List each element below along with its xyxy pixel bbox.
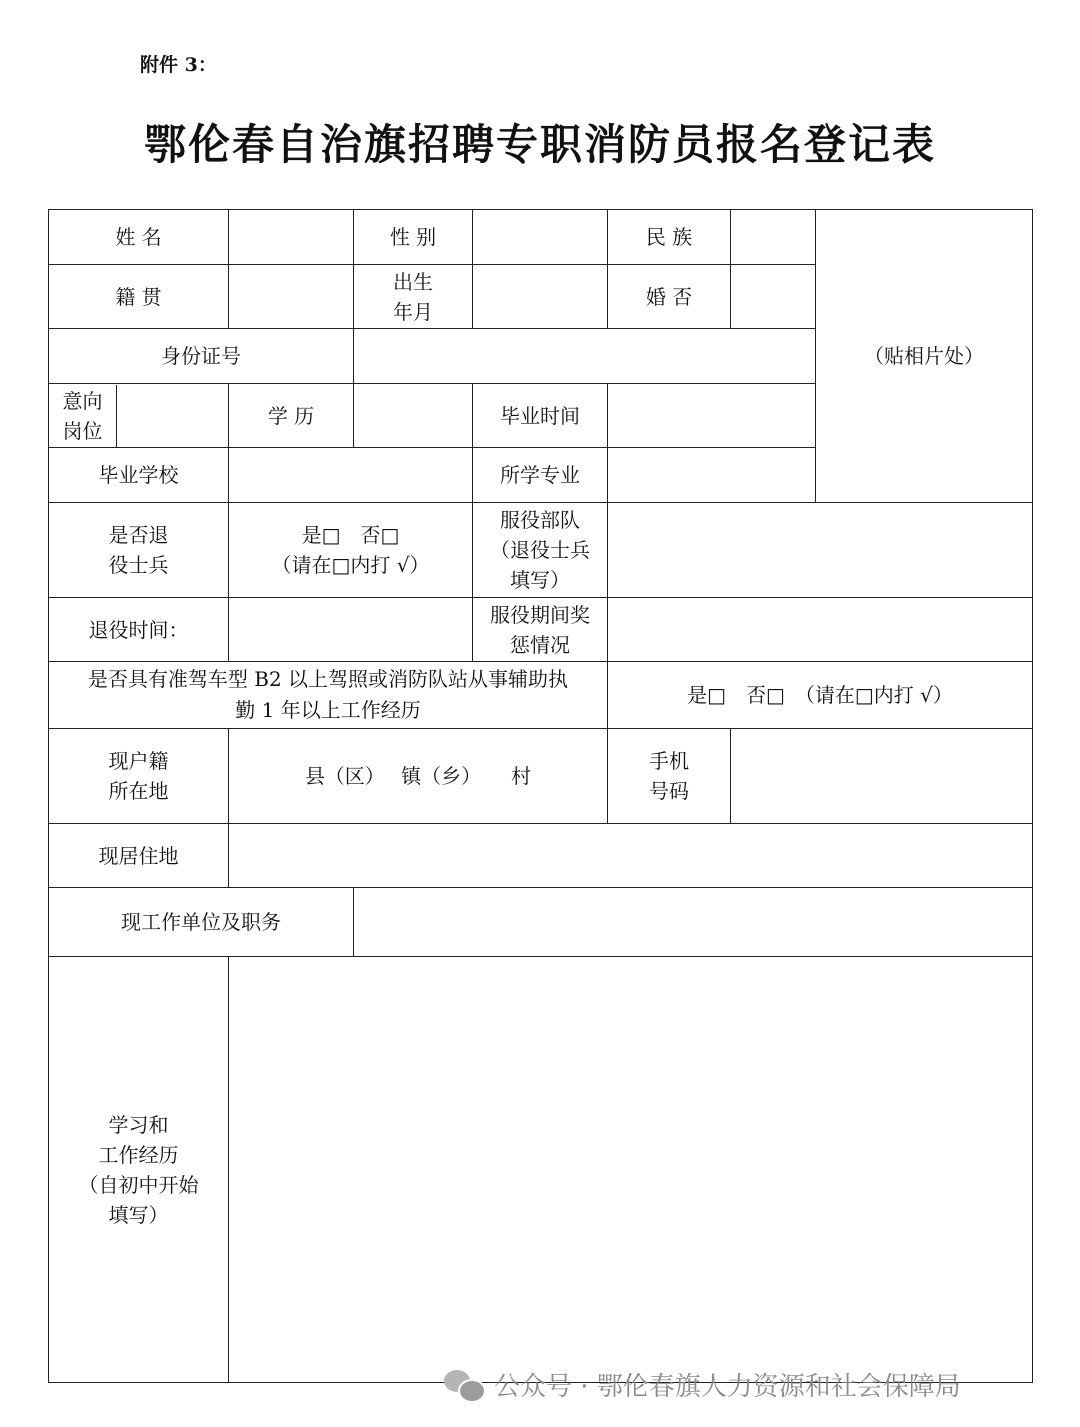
major-label: 所学专业 xyxy=(473,448,608,503)
unit-field[interactable] xyxy=(608,503,1033,598)
gender-field[interactable] xyxy=(473,210,608,265)
education-field[interactable] xyxy=(354,384,473,448)
employer-label: 现工作单位及职务 xyxy=(49,888,354,957)
name-label: 姓 名 xyxy=(49,210,229,265)
employer-field[interactable] xyxy=(354,888,1033,957)
hometown-field[interactable] xyxy=(229,265,354,329)
school-label: 毕业学校 xyxy=(49,448,229,503)
watermark xyxy=(442,1362,961,1406)
grad-time-field[interactable] xyxy=(608,384,816,448)
household-label: 现户籍 所在地 xyxy=(49,729,229,824)
name-field[interactable] xyxy=(229,210,354,265)
school-field[interactable] xyxy=(229,448,473,503)
grad-time-label: 毕业时间 xyxy=(473,384,608,448)
birth-label: 出生 年月 xyxy=(354,265,473,329)
ethnicity-field[interactable] xyxy=(731,210,816,265)
hometown-label: 籍 贯 xyxy=(49,265,229,329)
history-field[interactable] xyxy=(229,957,1033,1383)
position-label: 意向 岗位 xyxy=(49,385,117,447)
phone-label: 手机 号码 xyxy=(608,729,731,824)
watermark-text: 公众号 · 鄂伦春旗人力资源和社会保障局 xyxy=(494,1371,961,1402)
wechat-icon xyxy=(442,1366,486,1402)
ethnicity-label: 民 族 xyxy=(608,210,731,265)
award-field[interactable] xyxy=(608,598,1033,662)
major-field[interactable] xyxy=(608,448,816,503)
license-label: 是否具有准驾车型 B2 以上驾照或消防队站从事辅助执 勤 1 年以上工作经历 xyxy=(49,662,608,729)
residence-field[interactable] xyxy=(229,824,1033,888)
id-label: 身份证号 xyxy=(49,329,354,384)
discharge-field[interactable] xyxy=(229,598,473,662)
registration-form-table xyxy=(48,209,1033,1383)
unit-label: 服役部队 （退役士兵 填写） xyxy=(473,503,608,598)
discharge-label: 退役时间： xyxy=(49,598,229,662)
marital-label: 婚 否 xyxy=(608,265,731,329)
marital-field[interactable] xyxy=(731,265,816,329)
household-field[interactable]: 县（区） 镇（乡） 村 xyxy=(229,729,608,824)
education-label: 学 历 xyxy=(229,384,354,448)
id-field[interactable] xyxy=(354,329,816,384)
veteran-label: 是否退 役士兵 xyxy=(49,503,229,598)
license-choice[interactable]: 是□ 否□ （请在□内打 √） xyxy=(608,662,1033,729)
history-label: 学习和 工作经历 （自初中开始 填写） xyxy=(49,957,229,1383)
phone-field[interactable] xyxy=(731,729,1033,824)
attachment-label: 附件 3： xyxy=(140,54,217,76)
form-title: 鄂伦春自治旗招聘专职消防员报名登记表 xyxy=(143,120,936,169)
position-field[interactable] xyxy=(117,385,228,447)
veteran-choice[interactable]: 是□ 否□ （请在□内打 √） xyxy=(229,503,473,598)
birth-field[interactable] xyxy=(473,265,608,329)
gender-label: 性 别 xyxy=(354,210,473,265)
award-label: 服役期间奖 惩情况 xyxy=(473,598,608,662)
residence-label: 现居住地 xyxy=(49,824,229,888)
photo-area[interactable]: （贴相片处） xyxy=(816,210,1033,503)
